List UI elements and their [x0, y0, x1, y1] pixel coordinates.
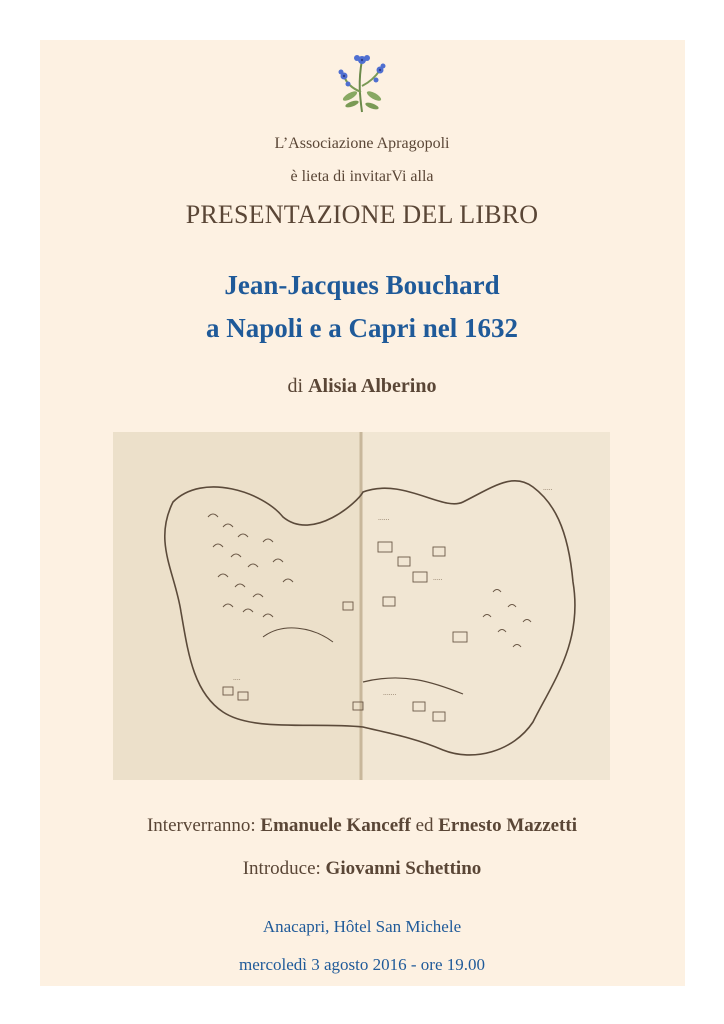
speakers-label: Interverranno:	[146, 815, 256, 836]
speaker-2: Ernesto Mazzetti	[438, 815, 577, 836]
intro-name: Giovanni Schettino	[325, 858, 482, 879]
svg-text:·····: ·····	[433, 577, 443, 584]
author-line	[0, 375, 724, 398]
event-datetime: mercoledì 3 agosto 2016 - ore 19.00	[239, 955, 485, 974]
intro-label: Introduce:	[242, 858, 321, 879]
event-kicker: PRESENTAZIONE DEL LIBRO	[185, 200, 539, 229]
svg-text:·······: ·······	[383, 692, 397, 699]
speakers-conj: ed	[415, 815, 434, 836]
svg-text:·····: ·····	[543, 487, 553, 494]
svg-text:······: ······	[378, 517, 390, 524]
book-title-line2: a Napoli e a Capri nel 1632	[205, 313, 518, 343]
event-venue: Anacapri, Hôtel San Michele	[262, 917, 462, 936]
speakers-line	[0, 815, 724, 837]
invitation-line: è lieta di invitarVi alla	[290, 168, 434, 185]
manuscript-map-illustration	[113, 432, 610, 780]
author-name: Alisia Alberino	[308, 375, 437, 397]
association-line: L’Associazione Apragopoli	[274, 135, 450, 152]
introduction-line	[0, 858, 724, 880]
book-title-line1: Jean-Jacques Bouchard	[224, 270, 500, 300]
author-prefix: di	[287, 375, 304, 397]
flower-sprig-icon	[336, 52, 388, 114]
speaker-1: Emanuele Kanceff	[260, 815, 411, 836]
svg-text:····: ····	[233, 677, 241, 684]
